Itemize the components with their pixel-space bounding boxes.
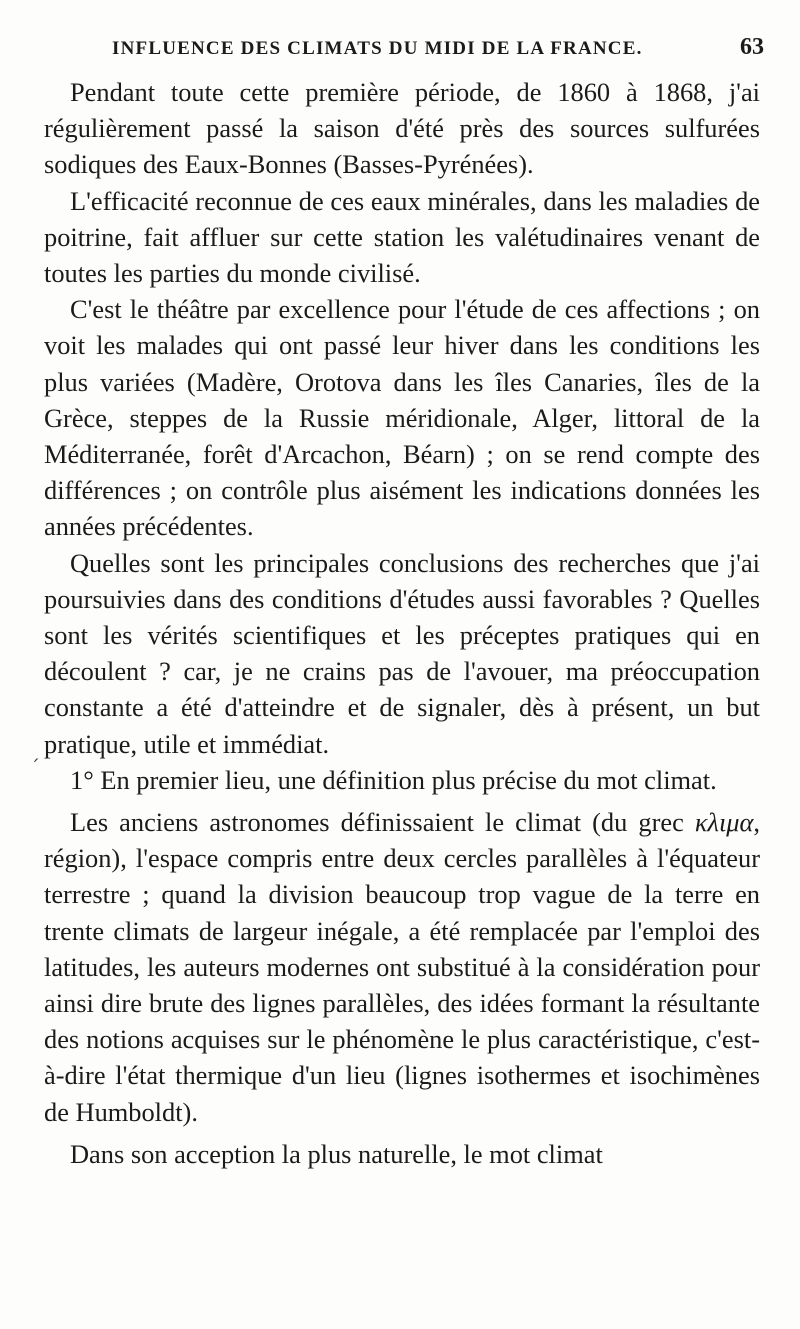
climat-text-after-greek: , région), l'espace compris entre deux cercles parallèles à l'équateur terrestre ; quand la division beaucoup trop vague de la terre en trente climats de largeur inégale, a été remplacée par l'emploi des latitudes, les auteurs modernes ont substitué à la considération pour ainsi dire brute des lignes parallèles, des idées formant la résultante des notions acquises sur le phénomène le plus caractéristique, c'est-à-dire l'état thermique d'un lieu (lignes isothermes et isochimènes de Humboldt).: [44, 807, 760, 1127]
running-title: INFLUENCE DES CLIMATS DU MIDI DE LA FRANCE.: [112, 38, 643, 59]
climat-text-before-greek: Les anciens astronomes définissaient le climat (du grec: [70, 807, 695, 838]
paragraph-anciens-astronomes: [44, 804, 760, 1130]
page-number: 63: [740, 34, 764, 60]
paragraph-theatre: C'est le théâtre par excellence pour l'étude de ces affections ; on voit les malades qui ont passé leur hiver dans les conditions les plus variées (Madère, Orotova dans les îles Canaries, îles de la Grèce, steppes de la Russie méridionale, Alger, littoral de la Méditerranée, forêt d'Arcachon, Béarn) ; on se rend compte des différences ; on contrôle plus aisément les indications données les années précédentes.: [44, 294, 760, 542]
paragraph-acception: Dans son acception la plus naturelle, le mot climat: [70, 1138, 603, 1169]
paragraph-efficacite: L'efficacité reconnue de ces eaux minérales, dans les maladies de poitrine, fait affluer sur cette station les valétudinaires venant de toutes les parties du monde civilisé.: [44, 185, 760, 289]
paragraph-saison-ete: Pendant toute cette première période, de 1860 à 1868, j'ai régulièrement passé la saison d'été près des sources sulfurées sodiques des Eaux-Bonnes (Basses-Pyrénées).: [44, 77, 760, 180]
body-text: [44, 74, 760, 1172]
greek-word: κλιμα: [694, 807, 754, 838]
paragraph-conclusions: Quelles sont les principales conclusions des recherches que j'ai poursuivies dans des conditions d'études aussi favorables ? Quelles sont les vérités scientifiques et les préceptes pratiques qui en découlent ? car, je ne crains pas de l'avouer, ma préoccupation constante a été d'atteindre et de signaler, dès à présent, un but pratique, utile et immédiat.: [44, 547, 760, 759]
margin-mark: ´: [30, 755, 40, 779]
paragraph-definition: 1° En premier lieu, une définition plus précise du mot climat.: [70, 764, 717, 795]
page-header: [112, 34, 764, 64]
